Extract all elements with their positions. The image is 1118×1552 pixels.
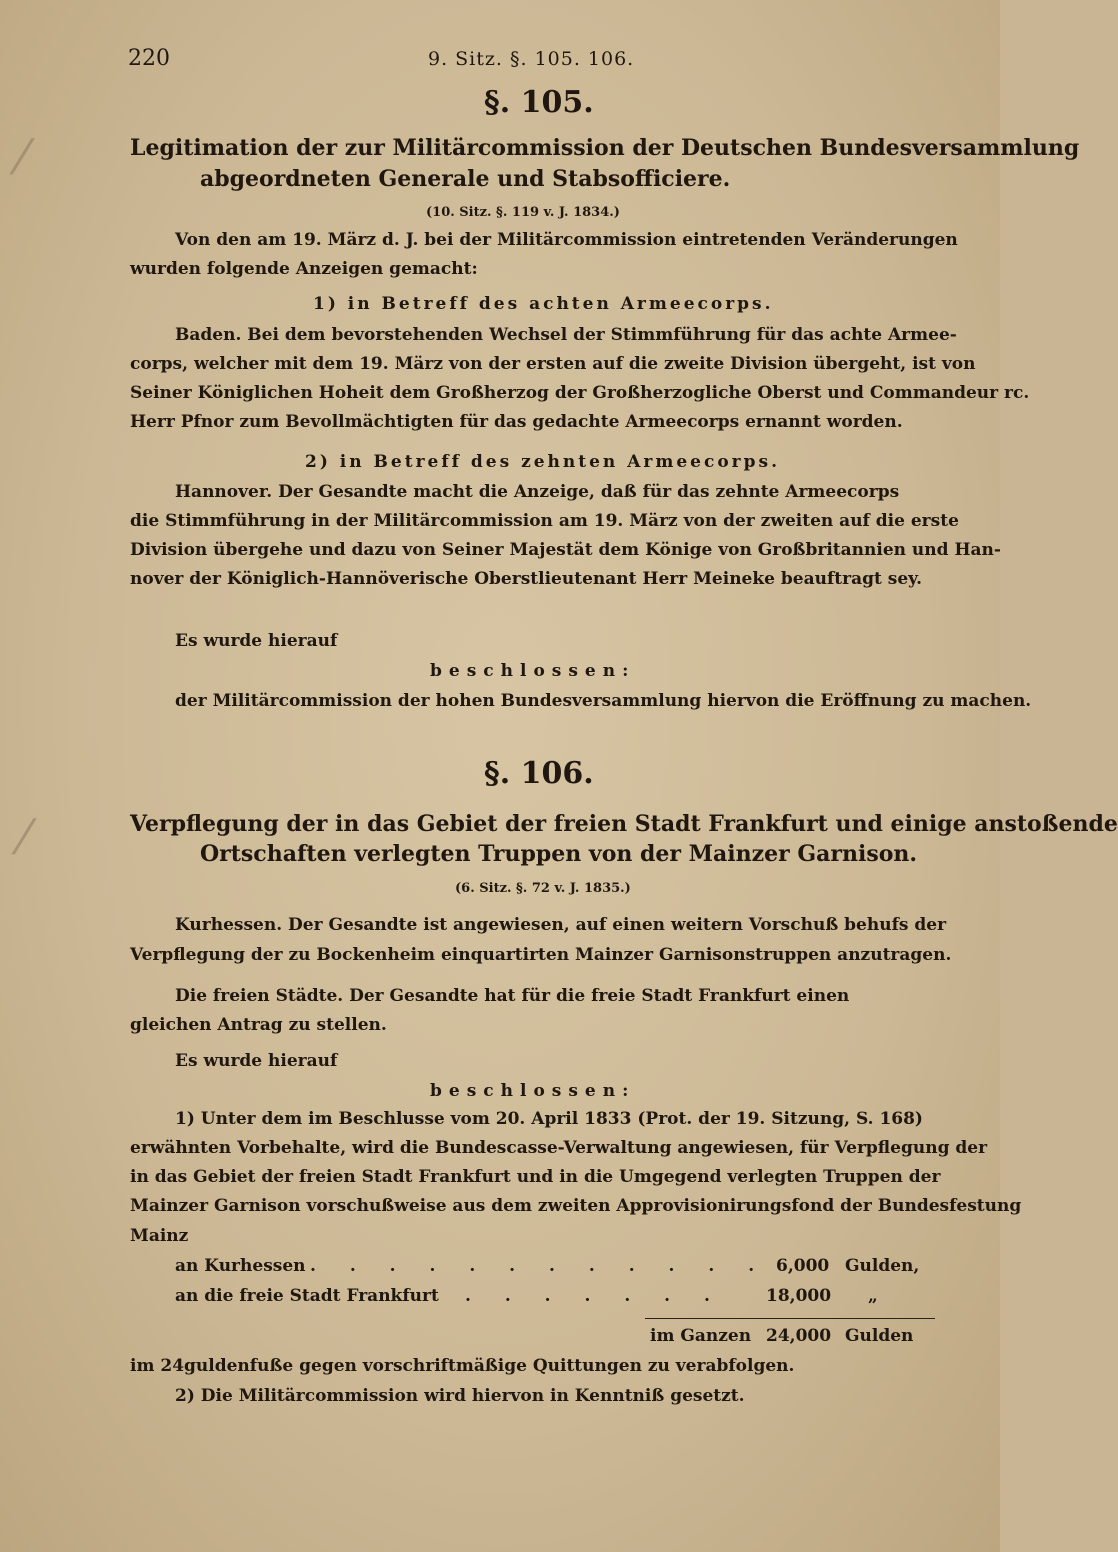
paragraph-line: Kurhessen. Der Gesandte ist angewiesen, auf einen weitern Vorschuß behufs der <box>175 915 947 935</box>
pencil-mark-icon: ⁄ <box>18 130 27 186</box>
paragraph-line: in das Gebiet der freien Stadt Frankfurt und in die Umgegend verlegten Truppen der <box>130 1167 941 1187</box>
paragraph-line: Verpflegung der zu Bockenheim einquartirten Mainzer Garnisonstruppen anzutragen. <box>130 945 952 965</box>
payment-amount: 6,000 <box>776 1256 830 1276</box>
paragraph-line: corps, welcher mit dem 19. März von der ersten auf die zweite Division übergeht, ist von <box>130 354 976 374</box>
paragraph-line: Von den am 19. März d. J. bei der Militärcommission eintretenden Veränderungen <box>175 230 958 250</box>
resolved-label: beschlossen: <box>430 1081 636 1101</box>
payment-dots: . . . . . . . . . . . . <box>310 1256 769 1276</box>
paragraph-line: nover der Königlich-Hannöverische Oberstlieutenant Herr Meineke beauftragt sey. <box>130 569 922 589</box>
paragraph-line: Die freien Städte. Der Gesandte hat für die freie Stadt Frankfurt einen <box>175 986 850 1006</box>
reference-106: (6. Sitz. §. 72 v. J. 1835.) <box>455 881 631 896</box>
payment-recipient: an die freie Stadt Frankfurt <box>175 1286 439 1306</box>
section-title-105-line2: abgeordneten Generale und Stabsofficiere. <box>200 166 731 192</box>
resolved-label: beschlossen: <box>430 661 636 681</box>
resolution-intro: Es wurde hierauf <box>175 631 338 651</box>
resolution-text: der Militärcommission der hohen Bundesversammlung hiervon die Eröffnung zu machen. <box>175 691 1032 711</box>
reference-105: (10. Sitz. §. 119 v. J. 1834.) <box>426 205 620 220</box>
total-unit: Gulden <box>845 1326 914 1346</box>
subheading-armeecorps-10: 2) in Betreff des zehnten Armeecorps. <box>305 452 780 472</box>
total-amount: 24,000 <box>766 1326 832 1346</box>
pencil-mark-icon: ⁄ <box>20 810 29 866</box>
paragraph-line: die Stimmführung in der Militärcommission am 19. März von der zweiten auf die erste <box>130 511 959 531</box>
payment-unit: Gulden, <box>845 1256 920 1276</box>
resolution-intro: Es wurde hierauf <box>175 1051 338 1071</box>
running-head: 9. Sitz. §. 105. 106. <box>428 48 635 70</box>
paragraph-line: Mainz <box>130 1226 189 1246</box>
paragraph-line: Hannover. Der Gesandte macht die Anzeige, daß für das zehnte Armeecorps <box>175 482 900 502</box>
paragraph-line: im 24guldenfuße gegen vorschriftmäßige Quittungen zu verabfolgen. <box>130 1356 795 1376</box>
section-title-106-line1: Verpflegung der in das Gebiet der freien Stadt Frankfurt und einige anstoßende <box>130 811 1118 837</box>
page-number: 220 <box>128 46 170 71</box>
paragraph-line: erwähnten Vorbehalte, wird die Bundescasse-Verwaltung angewiesen, für Verpflegung der <box>130 1138 988 1158</box>
paragraph-line: Seiner Königlichen Hoheit dem Großherzog der Großherzogliche Oberst und Commandeur rc. <box>130 383 1030 403</box>
total-label: im Ganzen <box>650 1326 752 1346</box>
section-heading-106: §. 106. <box>484 756 594 791</box>
section-heading-105: §. 105. <box>484 85 594 120</box>
paragraph-line: Division übergehe und dazu von Seiner Majestät dem Könige von Großbritannien und Han- <box>130 540 1001 560</box>
payment-amount: 18,000 <box>766 1286 832 1306</box>
section-title-106-line2: Ortschaften verlegten Truppen von der Mainzer Garnison. <box>200 841 918 867</box>
paragraph-line: 1) Unter dem im Beschlusse vom 20. April 1833 (Prot. der 19. Sitzung, S. 168) <box>175 1109 923 1129</box>
paragraph-line: Herr Pfnor zum Bevollmächtigten für das gedachte Armeecorps ernannt worden. <box>130 412 903 432</box>
paragraph-line: 2) Die Militärcommission wird hiervon in Kenntniß gesetzt. <box>175 1386 745 1406</box>
payment-unit: „ <box>868 1286 878 1306</box>
paragraph-line: wurden folgende Anzeigen gemacht: <box>130 259 478 279</box>
payment-dots: . . . . . . . <box>465 1286 724 1306</box>
subheading-armeecorps-8: 1) in Betreff des achten Armeecorps. <box>313 294 774 314</box>
paragraph-line: Baden. Bei dem bevorstehenden Wechsel der Stimmführung für das achte Armee- <box>175 325 957 345</box>
payment-recipient: an Kurhessen <box>175 1256 306 1276</box>
sum-rule <box>645 1318 935 1319</box>
section-title-105-line1: Legitimation der zur Militärcommission der Deutschen Bundesversammlung <box>130 135 1080 161</box>
paragraph-line: Mainzer Garnison vorschußweise aus dem zweiten Approvisionirungsfond der Bundesfestung <box>130 1196 1022 1216</box>
paragraph-line: gleichen Antrag zu stellen. <box>130 1015 387 1035</box>
